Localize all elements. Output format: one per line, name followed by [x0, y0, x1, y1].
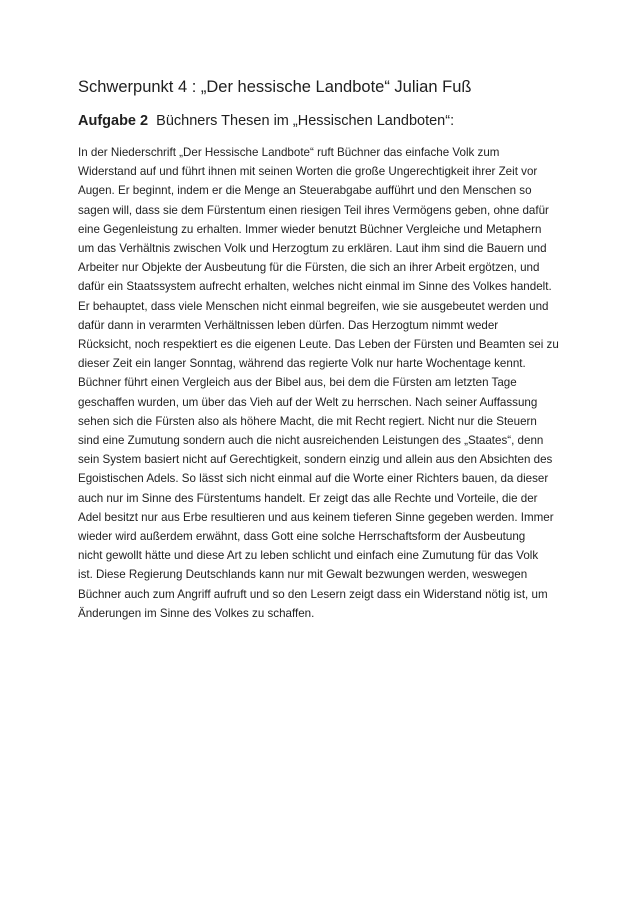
body-line: Rücksicht, noch respektiert es die eigenen Leute. Das Leben der Fürsten und Beamten sei zu — [78, 338, 559, 352]
body-line: sein System basiert nicht auf Gerechtigkeit, sondern einzig und allein aus den Absichten des — [78, 453, 553, 467]
document-title: Schwerpunkt 4 : „Der hessische Landbote“ Julian Fuß — [78, 78, 472, 96]
body-line: Augen. Er beginnt, indem er die Menge an Steuerabgabe aufführt und den Menschen so — [78, 184, 532, 198]
task-heading — [78, 111, 454, 131]
body-line: sehen sich die Fürsten also als höhere Macht, die mit Recht regiert. Nicht nur die Steuern — [78, 414, 537, 428]
body-line: dieser Zeit ein langer Sonntag, während das regierte Volk nur harte Wochentage kennt. — [78, 357, 526, 371]
body-line: sind eine Zumutung sondern auch die nicht ausreichenden Leistungen des „Staates“, denn — [78, 434, 544, 448]
body-line: Egoistischen Adels. So lässt sich nicht einmal auf die Worte einer Richters bauen, da dieser — [78, 472, 549, 486]
body-text — [78, 143, 578, 623]
body-line: um das Verhältnis zwischen Volk und Herzogtum zu erklären. Laut ihm sind die Bauern und — [78, 242, 547, 256]
body-line: Arbeiter nur Objekte der Ausbeutung für die Fürsten, die sich an ihrer Arbeit ergötzen, und — [78, 261, 540, 275]
body-line: dafür ein Staatssystem aufrecht erhalten, welches nicht einmal im Sinne des Volkes handelt. — [78, 280, 552, 294]
body-line: sagen will, dass sie dem Fürstentum einen riesigen Teil ihres Vermögens geben, ohne dafür — [78, 203, 549, 217]
body-line: wieder wird außerdem erwähnt, dass Gott eine solche Herrschaftsform der Ausbeutung — [78, 530, 526, 544]
task-title: Büchners Thesen im „Hessischen Landboten“: — [156, 113, 455, 129]
body-line: Adel besitzt nur aus Erbe resultieren und aus keinem tieferen Sinne gegeben werden. Immer — [78, 510, 554, 524]
body-line: nicht gewollt hätte und diese Art zu leben schlicht und einfach eine Zumutung für das Volk — [78, 549, 539, 563]
task-label: Aufgabe 2 — [78, 113, 149, 129]
body-line: auch nur im Sinne des Fürstentums handelt. Er zeigt das alle Rechte und Vorteile, die der — [78, 491, 538, 505]
body-line: dafür dann in verarmten Verhältnissen leben dürfen. Das Herzogtum nimmt weder — [78, 318, 499, 332]
body-line: ist. Diese Regierung Deutschlands kann nur mit Gewalt bezwungen werden, weswegen — [78, 568, 528, 582]
body-line: Widerstand auf und führt ihnen mit seinen Worten die große Ungerechtigkeit ihrer Zeit vor — [78, 165, 538, 179]
body-line: Er behauptet, dass viele Menschen nicht einmal begreifen, wie sie ausgebeutet werden und — [78, 299, 549, 313]
body-line: Büchner auch zum Angriff aufruft und so den Lesern zeigt dass ein Widerstand nötig ist, um — [78, 587, 548, 601]
body-line: In der Niederschrift „Der Hessische Landbote“ ruft Büchner das einfache Volk zum — [78, 146, 500, 159]
body-line: Änderungen im Sinne des Volkes zu schaffen. — [78, 606, 315, 620]
body-line: geschaffen wurden, um über das Vieh auf der Welt zu herrschen. Nach seiner Auffassung — [78, 395, 538, 409]
body-line: Büchner führt einen Vergleich aus der Bibel aus, bei dem die Fürsten am letzten Tage — [78, 376, 517, 390]
body-line: eine Gegenleistung zu erhalten. Immer wieder benutzt Büchner Vergleiche und Metaphern — [78, 222, 542, 236]
